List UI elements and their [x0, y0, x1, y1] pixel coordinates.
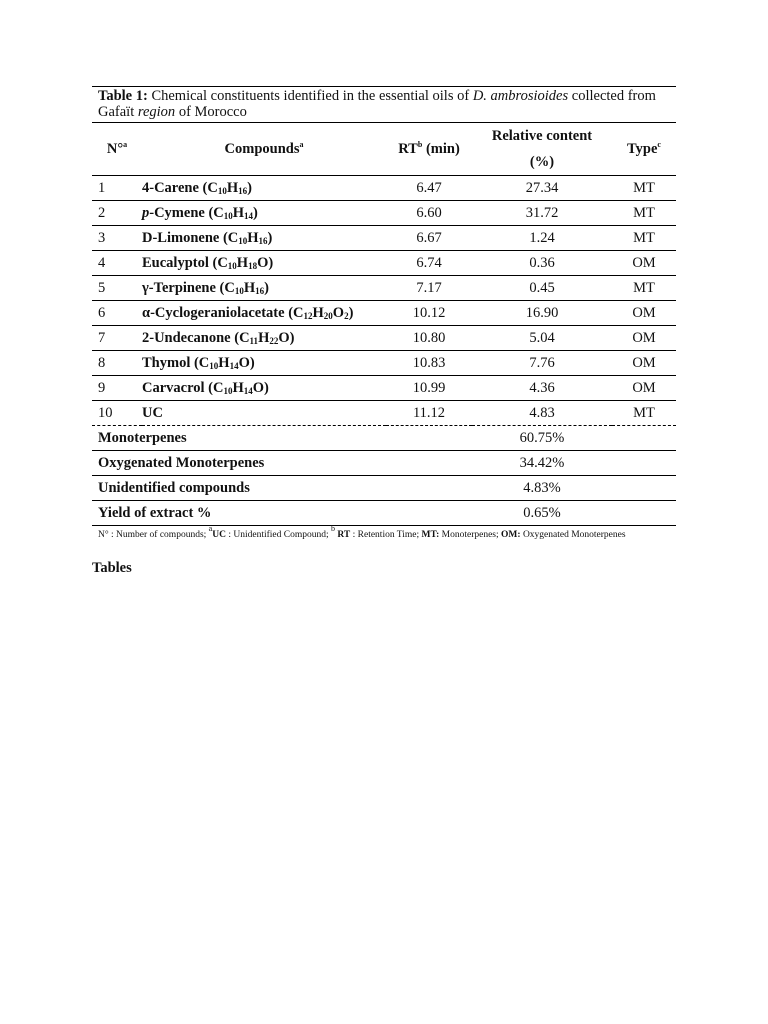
compound-name: Thymol $(C_{10}H_{14}O)$ — [142, 351, 386, 376]
relative-content: 5.04 — [472, 326, 612, 351]
compound-name: α-Cyclogeraniolacetate $(C_{12}H_{20}O_2)$ — [142, 301, 386, 326]
table-body — [92, 176, 676, 426]
relative-content: 4.83 — [472, 401, 612, 426]
retention-time: 10.12 — [386, 301, 472, 326]
row-number: 8 — [92, 351, 142, 376]
header-compounds: Compounds$^a$ — [142, 123, 386, 176]
retention-time: 6.74 — [386, 251, 472, 276]
table-row — [92, 326, 676, 351]
compound-type: MT — [612, 176, 676, 201]
table-row — [92, 401, 676, 426]
relative-content: 7.76 — [472, 351, 612, 376]
compound-type: MT — [612, 226, 676, 251]
summary-body — [92, 426, 676, 526]
compound-type: MT — [612, 276, 676, 301]
caption-species: D. ambrosioides — [472, 88, 569, 104]
retention-time: 10.80 — [386, 326, 472, 351]
table-row — [92, 301, 676, 326]
table-row — [92, 251, 676, 276]
header-relative-content: Relative content (%) — [472, 123, 612, 176]
summary-empty-cell — [612, 501, 676, 526]
row-number: 9 — [92, 376, 142, 401]
row-number: 6 — [92, 301, 142, 326]
summary-value: 4.83% — [472, 476, 612, 501]
compound-type: OM — [612, 251, 676, 276]
summary-label: Monoterpenes — [92, 426, 472, 451]
retention-time: 6.67 — [386, 226, 472, 251]
relative-content: 16.90 — [472, 301, 612, 326]
compound-name: Carvacrol $(C_{10}H_{14}O)$ — [142, 376, 386, 401]
table-block — [92, 86, 676, 543]
retention-time: 10.83 — [386, 351, 472, 376]
table-label: Table 1: — [98, 88, 148, 104]
summary-value: 0.65% — [472, 501, 612, 526]
compound-name: Eucalyptol $(C_{10}H_{18}O)$ — [142, 251, 386, 276]
compound-name: γ-Terpinene $(C_{10}H_{16})$ — [142, 276, 386, 301]
retention-time: 6.60 — [386, 201, 472, 226]
table-header-row — [92, 123, 676, 176]
relative-content: 0.36 — [472, 251, 612, 276]
summary-row — [92, 476, 676, 501]
compound-type: OM — [612, 326, 676, 351]
compound-type: OM — [612, 376, 676, 401]
header-type: Type$^c$ — [612, 123, 676, 176]
constituents-table — [92, 122, 676, 526]
compound-name: 4-Carene $(C_{10}H_{16})$ — [142, 176, 386, 201]
row-number: 2 — [92, 201, 142, 226]
compound-name: p-Cymene $(C_{10}H_{14})$ — [142, 201, 386, 226]
table-footnote: N° : Number of compounds; $^a$UC : Unidentified Compound; $^b$ RT : Retention Time; MT: Monoterpenes; OM: Oxygenated Monoterpenes — [98, 524, 626, 540]
summary-value: 60.75% — [472, 426, 612, 451]
summary-row — [92, 501, 676, 526]
relative-content: 4.36 — [472, 376, 612, 401]
table-caption — [92, 86, 676, 122]
summary-empty-cell — [612, 476, 676, 501]
relative-content: 1.24 — [472, 226, 612, 251]
row-number: 1 — [92, 176, 142, 201]
summary-label: Unidentified compounds — [92, 476, 472, 501]
table-row — [92, 376, 676, 401]
summary-row — [92, 451, 676, 476]
summary-row — [92, 426, 676, 451]
caption-text-after: of Morocco — [178, 104, 247, 120]
caption-text-before: Chemical constituents identified in the essential oils of — [151, 88, 470, 104]
row-number: 7 — [92, 326, 142, 351]
caption-text-middle: collected from Gafaït — [98, 88, 656, 120]
table-row — [92, 351, 676, 376]
compound-name: UC — [142, 401, 386, 426]
caption-region: region — [137, 104, 176, 120]
retention-time: 6.47 — [386, 176, 472, 201]
row-number: 10 — [92, 401, 142, 426]
table-row — [92, 226, 676, 251]
compound-type: OM — [612, 301, 676, 326]
row-number: 3 — [92, 226, 142, 251]
row-number: 4 — [92, 251, 142, 276]
retention-time: 10.99 — [386, 376, 472, 401]
compound-type: MT — [612, 401, 676, 426]
compound-name: D-Limonene $(C_{10}H_{16})$ — [142, 226, 386, 251]
retention-time: 7.17 — [386, 276, 472, 301]
summary-value: 34.42% — [472, 451, 612, 476]
table-row — [92, 176, 676, 201]
summary-empty-cell — [612, 451, 676, 476]
relative-content: 27.34 — [472, 176, 612, 201]
section-title: Tables — [92, 560, 132, 576]
row-number: 5 — [92, 276, 142, 301]
relative-content: 31.72 — [472, 201, 612, 226]
table-row — [92, 201, 676, 226]
header-rt: $RT^b$ (min) — [386, 123, 472, 176]
compound-name: 2-Undecanone $(C_{11}H_{22}O)$ — [142, 326, 386, 351]
retention-time: 11.12 — [386, 401, 472, 426]
summary-empty-cell — [612, 426, 676, 451]
compound-type: OM — [612, 351, 676, 376]
compound-type: MT — [612, 201, 676, 226]
summary-label: Oxygenated Monoterpenes — [92, 451, 472, 476]
summary-label: Yield of extract % — [92, 501, 472, 526]
table-row — [92, 276, 676, 301]
header-no: N°$^a$ — [92, 123, 142, 176]
relative-content: 0.45 — [472, 276, 612, 301]
